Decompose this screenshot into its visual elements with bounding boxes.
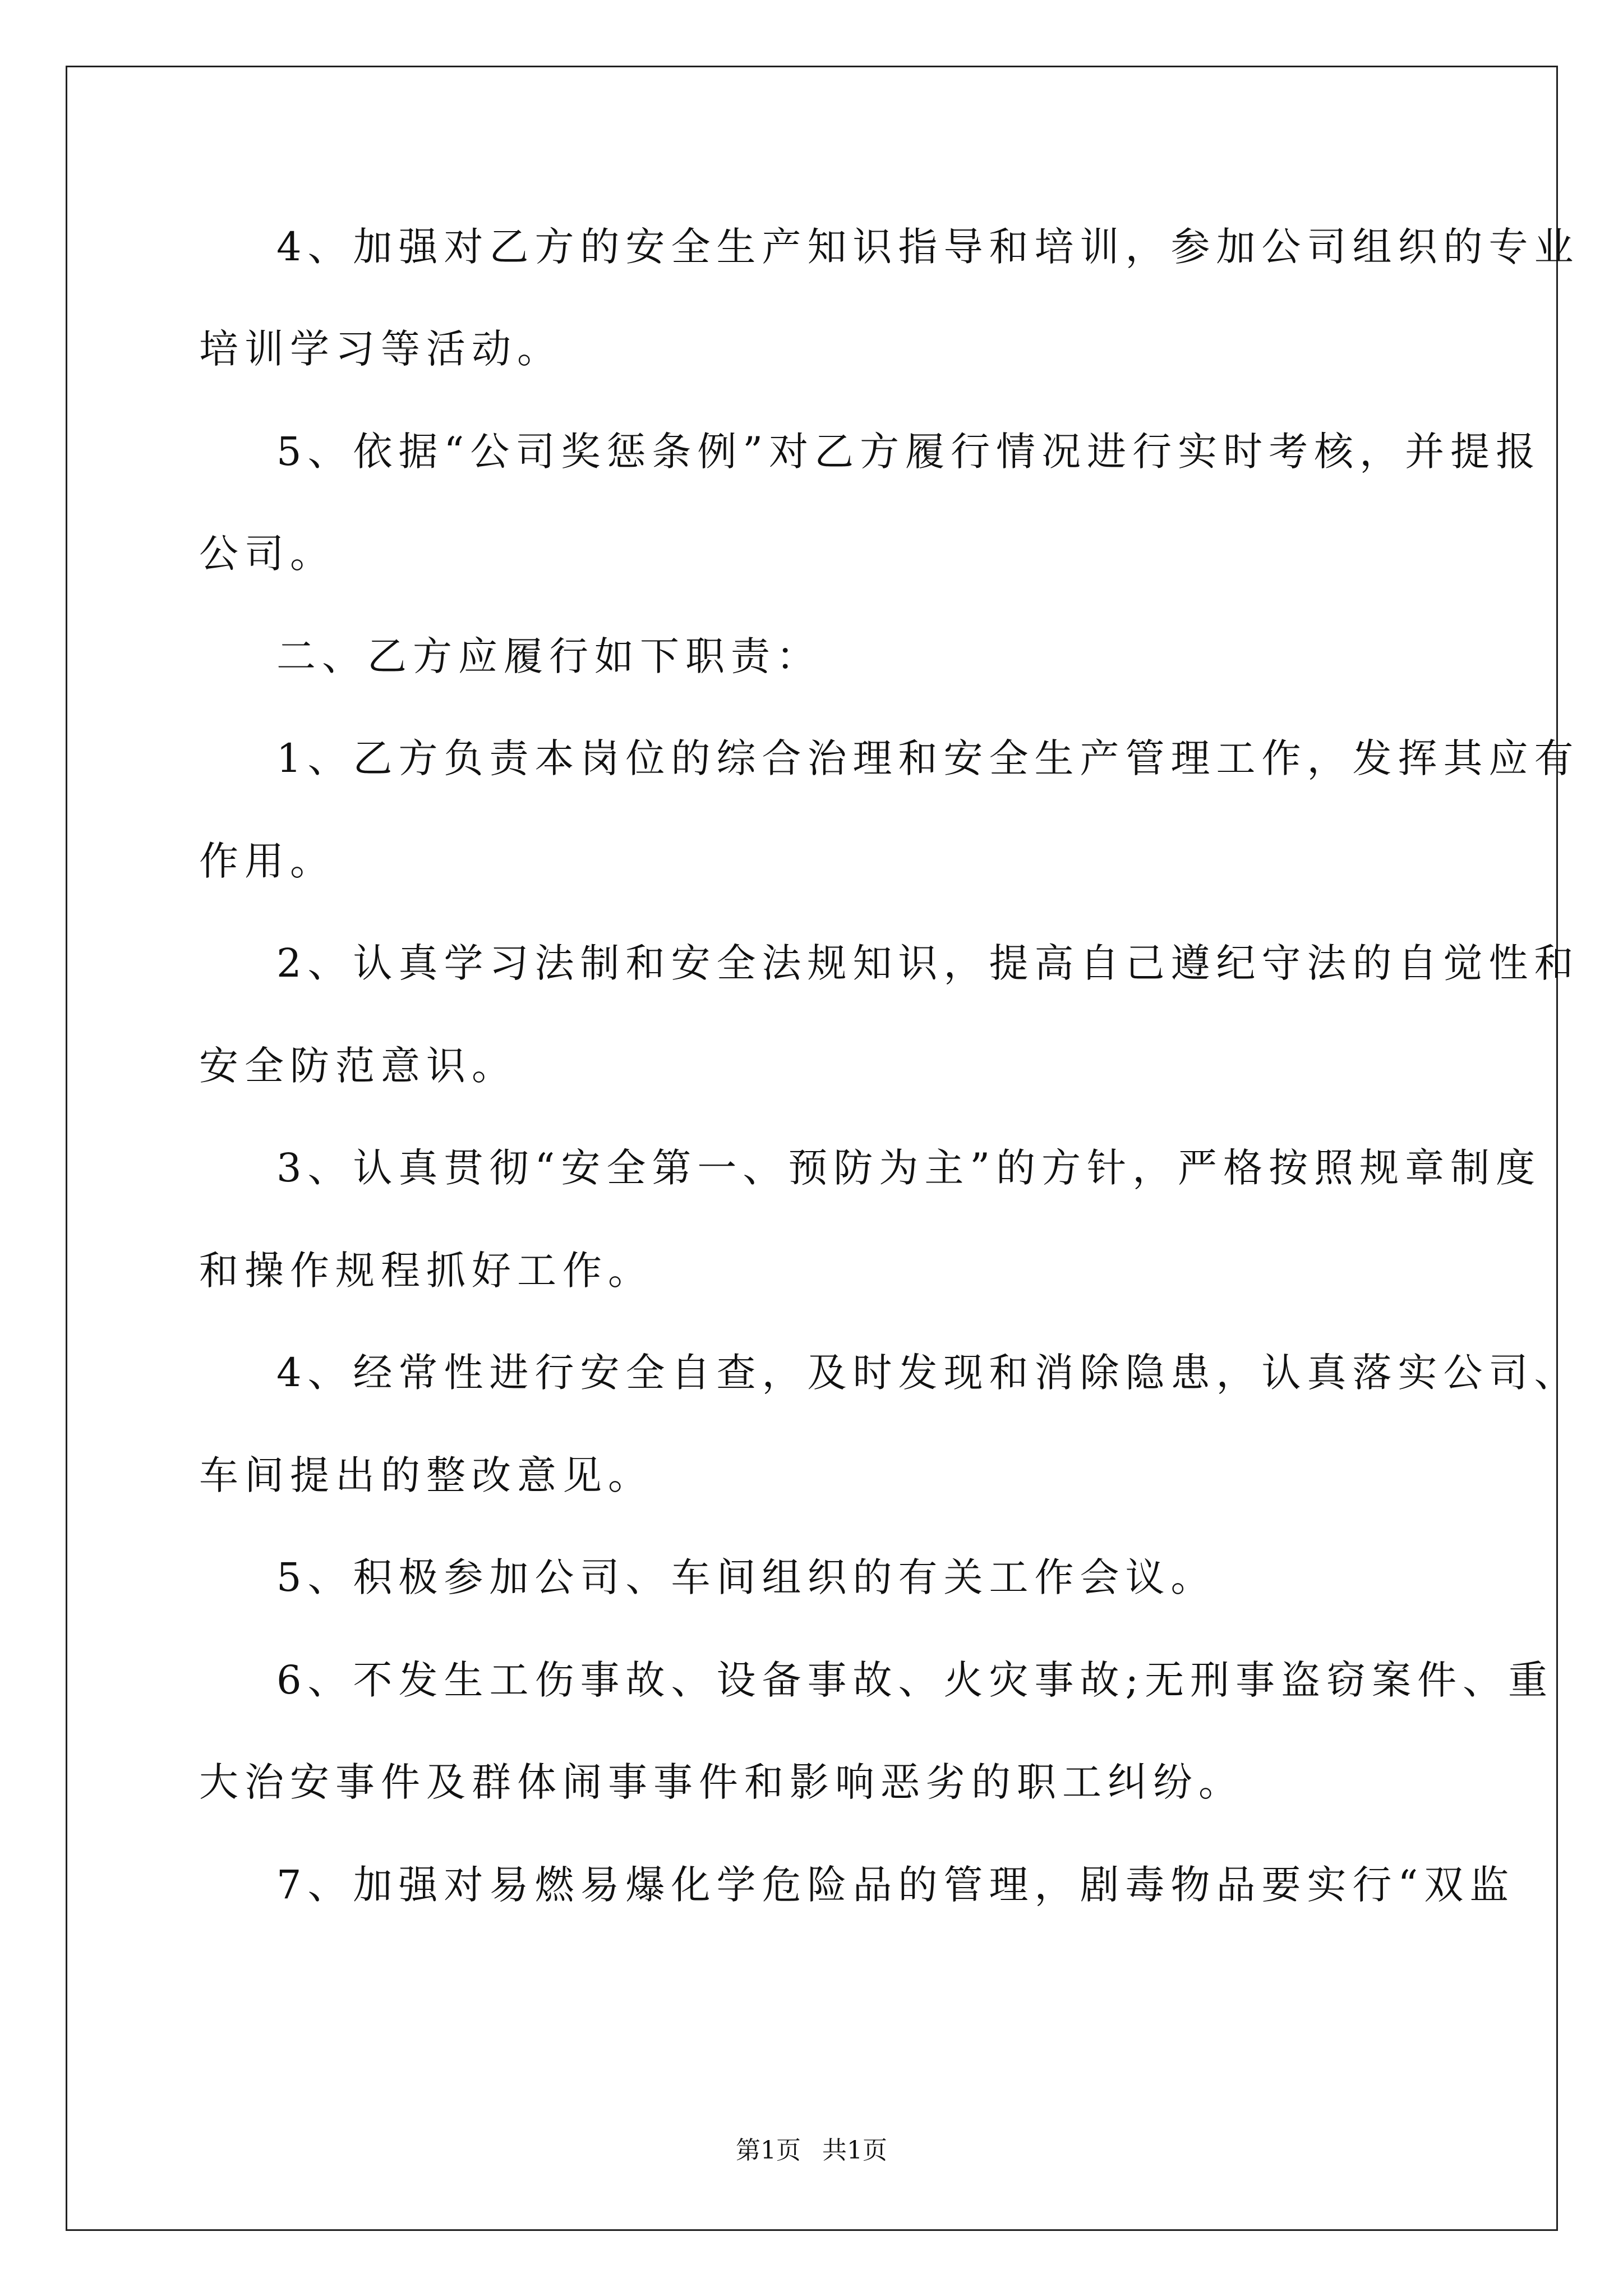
page-total: 共1页 [822,2136,887,2165]
paragraph-line: 公司。 [199,531,335,577]
paragraph-line: 4、经常性进行安全自查，及时发现和消除隐患，认真落实公司、 [276,1350,1580,1396]
paragraph-line: 5、积极参加公司、车间组织的有关工作会议。 [276,1554,1216,1600]
paragraph-line: 1、乙方负责本岗位的综合治理和安全生产管理工作，发挥其应有 [276,735,1580,781]
paragraph-line: 5、依据“公司奖惩条例”对乙方履行情况进行实时考核，并提报 [276,429,1542,475]
paragraph-line: 作用。 [199,838,335,884]
paragraph-line: 3、认真贯彻“安全第一、预防为主”的方针，严格按照规章制度 [276,1145,1542,1191]
section-heading: 二、乙方应履行如下职责： [276,633,822,679]
paragraph-line: 车间提出的整改意见。 [199,1452,653,1498]
page-number: 第1页 [736,2136,801,2165]
paragraph-line: 和操作规程抓好工作。 [199,1248,653,1294]
paragraph-line: 大治安事件及群体闹事事件和影响恶劣的职工纠纷。 [199,1759,1244,1805]
paragraph-line: 4、加强对乙方的安全生产知识指导和培训，参加公司组织的专业 [276,224,1580,270]
paragraph-line: 培训学习等活动。 [199,326,562,372]
paragraph-line: 6、不发生工伤事故、设备事故、火灾事故;无刑事盗窃案件、重 [276,1657,1554,1703]
page-footer [0,2135,1623,2166]
paragraph-line: 2、认真学习法制和安全法规知识，提高自己遵纪守法的自觉性和 [276,940,1580,986]
paragraph-line: 安全防范意识。 [199,1043,517,1089]
paragraph-line: 7、加强对易燃易爆化学危险品的管理，剧毒物品要实行“双监 [276,1862,1515,1908]
